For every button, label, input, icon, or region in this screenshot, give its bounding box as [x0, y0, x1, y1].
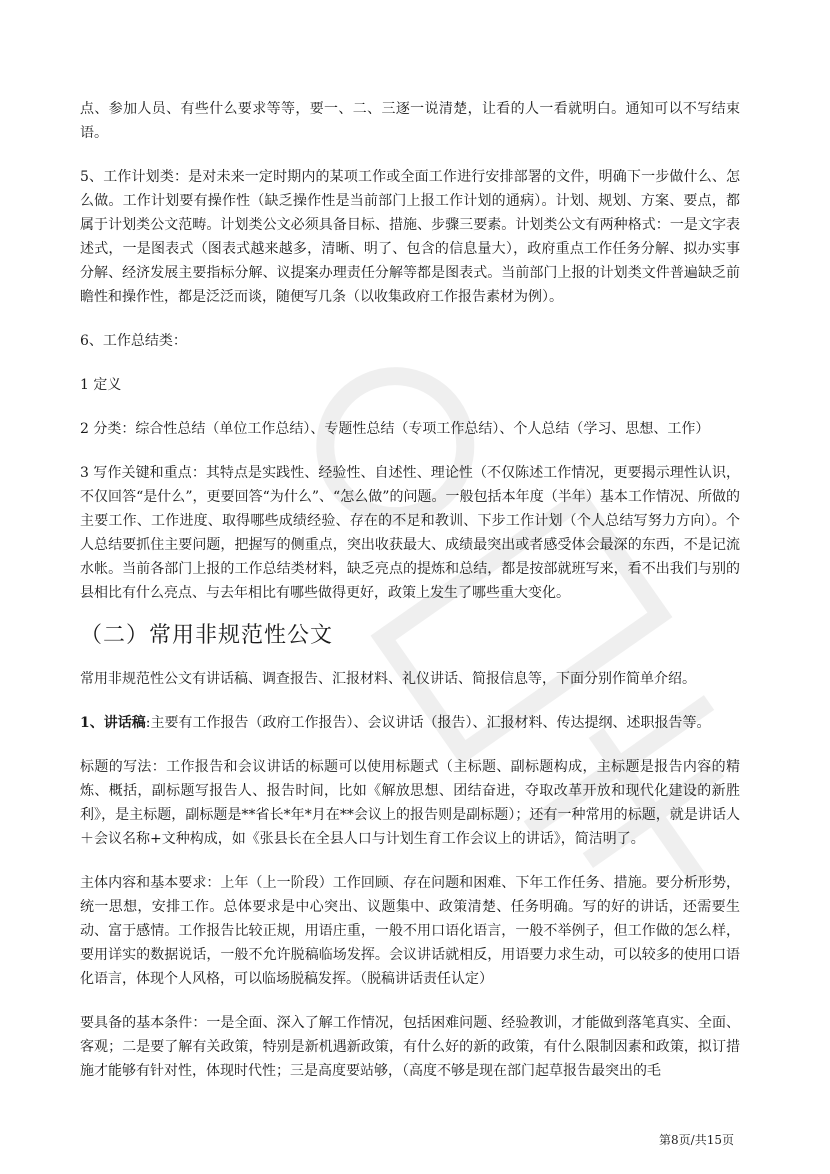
paragraph-speech-draft — [80, 711, 740, 735]
paragraph-work-plan: 5、工作计划类：是对未来一定时期内的某项工作或全面工作进行安排部署的文件，明确下一步做什么、怎么做。工作计划要有操作性（缺乏操作性是当前部门上报工作计划的通病）。计划、规划、方案、要点，都属于计划类公文范畴。计划类公文必须具备目标、措施、步骤三要素。计划类公文有两种格式：一是文字表述式，一是图表式（图表式越来越多，清晰、明了、包含的信息量大），政府重点工作任务分解、拟办实事分解、经济发展主要指标分解、议提案办理责任分解等都是图表式。当前部门上报的计划类文件普遍缺乏前瞻性和操作性，都是泛泛而谈，随便写几条（以收集政府工作报告素材为例）。 — [80, 169, 740, 305]
page-number: 第8页/共15页 — [659, 1133, 734, 1147]
speech-draft-lead: 1、讲话稿 — [80, 715, 146, 731]
paragraph-notice-end: 点、参加人员、有些什么要求等等，要一、二、三逐一说清楚，让看的人一看就明白。通知可以不写结束语。 — [80, 101, 740, 141]
paragraph-title-writing: 标题的写法：工作报告和会议讲话的标题可以使用标题式（主标题、副标题构成，主标题是报告内容的精炼、概括，副标题写报告人、报告时间，比如《解放思想、团结奋进，夺取改革开放和现代化建设的新胜利》，是主标题，副标题是**省长*年*月在**会议上的报告则是副标题）；还有一种常用的标题，就是讲话人＋会议名称+文种构成，如《张县长在全县人口与计划生育工作会议上的讲话》，简洁明了。 — [80, 759, 740, 847]
paragraph-main-content: 主体内容和基本要求：上年（上一阶段）工作回顾、存在问题和困难、下年工作任务、措施。要分析形势，统一思想，安排工作。总体要求是中心突出、议题集中、政策清楚、任务明确。写的好的讲话，还需要生动、富于感情。工作报告比较正规，用语庄重，一般不用口语化语言，一般不举例子，但工作做的怎么样，要用详实的数据说话，一般不允许脱稿临场发挥。会议讲话就相反，用语要力求生动，可以较多的使用口语化语言，体现个人风格，可以临场脱稿发挥。（脱稿讲话责任认定） — [80, 875, 740, 987]
paragraph-work-summary-title: 6、工作总结类： — [80, 333, 187, 349]
paragraph-writing-keys: 3 写作关键和重点：其特点是实践性、经验性、自述性、理论性（不仅陈述工作情况，更要揭示理性认识，不仅回答“是什么”，更要回答“为什么”、“怎么做”的问题。一般包括本年度（半年）基本工作情况、所做的主要工作、工作进度、取得哪些成绩经验、存在的不足和教训、下步工作计划（个人总结写努力方向）。个人总结要抓住主要问题，把握写的侧重点，突出收获最大、成绩最突出或者感受体会最深的东西，不是记流水帐。当前各部门上报的工作总结类材料，缺乏亮点的提炼和总结，都是按部就班写来，看不出我们与别的县相比有什么亮点、与去年相比有哪些做得更好，政策上发生了哪些重大变化。 — [80, 465, 740, 601]
section-heading: （二）常用非规范性公文 — [80, 623, 334, 648]
paragraph-definition: 1 定义 — [80, 377, 122, 393]
paragraph-classification: 2 分类：综合性总结（单位工作总结）、专题性总结（专项工作总结）、个人总结（学习、思想、工作） — [80, 421, 710, 437]
speech-draft-text: :主要有工作报告（政府工作报告）、会议讲话（报告）、汇报材料、传达提纲、述职报告等。 — [145, 715, 711, 731]
document-body — [80, 97, 740, 1103]
paragraph-nonstandard-intro: 常用非规范性公文有讲话稿、调查报告、汇报材料、礼仪讲话、简报信息等，下面分别作简单介绍。 — [80, 671, 696, 687]
paragraph-basic-conditions: 要具备的基本条件：一是全面、深入了解工作情况，包括困难问题、经验教训，才能做到落笔真实、全面、客观；二是要了解有关政策，特别是新机遇新政策，有什么好的新的政策，有什么限制因素和政策，拟订措施才能够有针对性，体现时代性；三是高度要站够，（高度不够是现在部门起草报告最突出的毛 — [80, 1015, 740, 1079]
